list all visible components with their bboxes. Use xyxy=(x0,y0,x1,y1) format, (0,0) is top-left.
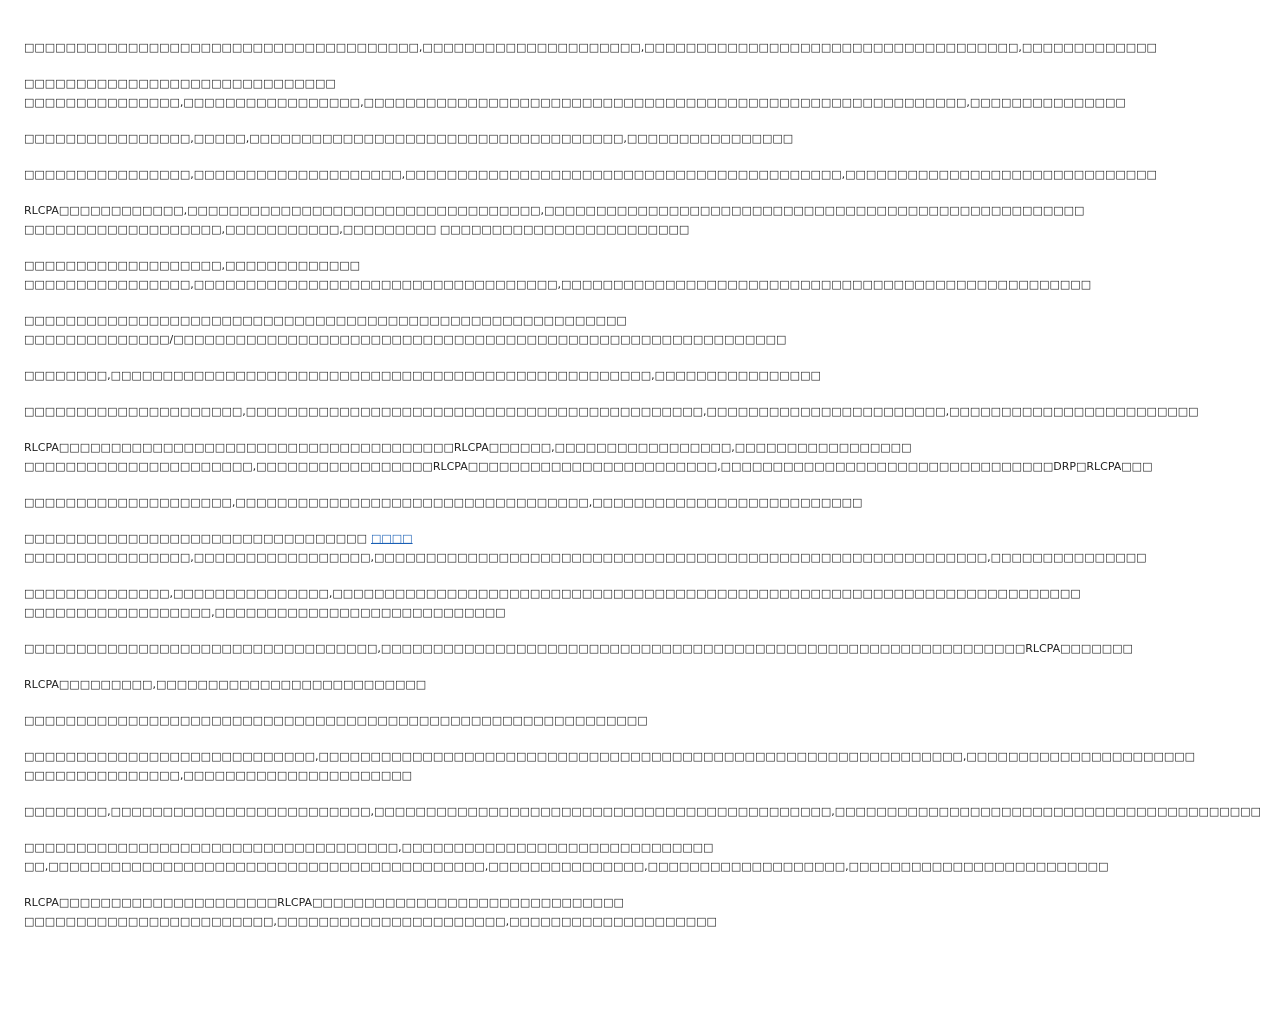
paragraph-7 xyxy=(24,311,787,349)
text-line: RLCPA□□□□□□□□□□□□,□□□□□□□□□□□□□□□□□□□□□□□□□□□□□□□□□□,□□□□□□□□□□□□□□□□□□□□□□□□□□□□□□□□□□□□□□□□□□□□□□□□□□□□ xyxy=(24,204,1085,217)
text-line: □□□□□□□□□□□□□□,□□□□□□□□□□□□□□□,□□□□□□□□□□□□□□□□□□□□□□□□□□□□□□□□□□□□□□□□□□□□□□□□□□□□□□□□□□□□□□□□□□□□□□□□ xyxy=(24,587,1081,600)
text-line: □□□□□□□□□□□□□□□□,□□□□□□□□□□□□□□□□□□□□□□□□□□□□□□□□□□□,□□□□□□□□□□□□□□□□□□□□□□□□□□□□□□□□□□□□□□□□□□□□□□□□□□□ xyxy=(24,278,1092,291)
text-line: □□□□□□□□□□□□□□□□□□□□□□□□□□□□□□□□□□□□□□□□□□□□□□□□□□□□□□□□□□ xyxy=(24,314,627,327)
paragraph-2 xyxy=(24,74,1126,112)
text-line: □□□□□□□□□□□□□□□□□□□,□□□□□□□□□□□□□ xyxy=(24,259,361,272)
text-line: □□□□□□□□□□□□□□□□□□□□□□□□□□□□□□ xyxy=(24,77,336,90)
text-line: □□□□□□□□,□□□□□□□□□□□□□□□□□□□□□□□□□,□□□□□□□□□□□□□□□□□□□□□□□□□□□□□□□□□□□□□□□□□□□□,□□□□□□□□□□□□□□□□□□□□□□□□□□□□□□□□□□□□□□□□□ xyxy=(24,805,1261,818)
text-line: □□□□□□□□□□□□□□□□,□□□□□□□□□□□□□□□□□,□□□□□□□□□□□□□□□□□□□□□□□□□□□□□□□□□□□□□□□□□□□□□□□□□□□□□□□□□□□,□□□□□□□□□□□□□□□ xyxy=(24,551,1147,564)
paragraph-18 xyxy=(24,802,1261,821)
document-body xyxy=(24,38,1261,948)
text-line: □□□□□□□□,□□□□□□□□□□□□□□□□□□□□□□□□□□□□□□□□□□□□□□□□□□□□□□□□□□□□,□□□□□□□□□□□□□□□□ xyxy=(24,369,821,382)
text-line: □□□□□□□□□□□□□□□□□□□,□□□□□□□□□□□,□□□□□□□□□ □□□□□□□□□□□□□□□□□□□□□□□□ xyxy=(24,223,690,236)
paragraph-16 xyxy=(24,711,720,730)
text-line: □□□□□□□□□□□□□□□□□□□□□□□□□□□□□□□□□□□□,□□□□□□□□□□□□□□□□□□□□□□□□□□□□□□ xyxy=(24,841,714,854)
paragraph-8 xyxy=(24,366,821,385)
text-line: □□□□□□□□□□□□□□□,□□□□□□□□□□□□□□□□□□□□□□ xyxy=(24,769,413,782)
text-line: RLCPA□□□□□□□□□□□□□□□□□□□□□RLCPA□□□□□□□□□□□□□□□□□□□□□□□□□□□□□□ xyxy=(24,896,624,909)
text-line: □□□□□□□□□□□□□□□□□□□□□,□□□□□□□□□□□□□□□□□□□□□□□□□□□□□□□□□□□□□□□□□□□□,□□□□□□□□□□□□□□□□□□□□□□□,□□□□□□□□□□□□□□□□□□□□□□□□ xyxy=(24,405,1199,418)
paragraph-10 xyxy=(24,438,1153,476)
paragraph-3 xyxy=(24,129,794,148)
paragraph-19 xyxy=(24,838,1109,876)
paragraph-6 xyxy=(24,256,1092,294)
text-line: □□□□□□□□□□□□□□□□,□□□□□,□□□□□□□□□□□□□□□□□□□□□□□□□□□□□□□□□□□□,□□□□□□□□□□□□□□□□ xyxy=(24,132,794,145)
paragraph-20 xyxy=(24,893,720,931)
paragraph-1 xyxy=(24,38,1157,57)
text-line: RLCPA□□□□□□□□□,□□□□□□□□□□□□□□□□□□□□□□□□□□ xyxy=(24,678,427,691)
paragraph-17 xyxy=(24,747,1196,785)
text-line: □□□□□□□□□□□□□□□□□□□□□□,□□□□□□□□□□□□□□□□□RLCPA□□□□□□□□□□□□□□□□□□□□□□□□,□□□□□□□□□□□□□□□□□□□□□□□□□□□□□□□□DRP□RLCPA□□□ xyxy=(24,460,1153,473)
text-line: □□□□□□□□□□□□□□□□□□□□,□□□□□□□□□□□□□□□□□□□□□□□□□□□□□□□□□□,□□□□□□□□□□□□□□□□□□□□□□□□□□ xyxy=(24,496,863,509)
text-line: □□□□□□□□□□□□□□/□□□□□□□□□□□□□□□□□□□□□□□□□□□□□□□□□□□□□□□□□□□□□□□□□□□□□□□□□□□ xyxy=(24,333,787,346)
paragraph-4 xyxy=(24,165,1157,184)
text-line: □□□□□□□□□□□□□□□□□□,□□□□□□□□□□□□□□□□□□□□□□□□□□□□ xyxy=(24,606,506,619)
paragraph-14 xyxy=(24,639,1133,658)
text-segment: □□□□□□□□□□□□□□□□□□□□□□□□□□□□□□□□□ xyxy=(24,532,367,545)
paragraph-9 xyxy=(24,402,1199,421)
paragraph-13 xyxy=(24,584,1081,622)
paragraph-12 xyxy=(24,529,1147,567)
text-line-with-link xyxy=(24,529,720,548)
inline-link[interactable]: □□□□ xyxy=(370,532,413,545)
text-line: RLCPA□□□□□□□□□□□□□□□□□□□□□□□□□□□□□□□□□□□□□□RLCPA□□□□□□,□□□□□□□□□□□□□□□□□,□□□□□□□□□□□□□□□□□ xyxy=(24,441,912,454)
text-line: □□□□□□□□□□□□□□□,□□□□□□□□□□□□□□□□□,□□□□□□□□□□□□□□□□□□□□□□□□□□□□□□□□□□□□□□□□□□□□□□□□□□□□□□□□□□,□□□□□□□□□□□□□□□ xyxy=(24,96,1126,109)
text-line: □□□□□□□□□□□□□□□□□□□□□□□□□□□□□□□□□□□□□□,□□□□□□□□□□□□□□□□□□□□□,□□□□□□□□□□□□□□□□□□□□□□□□□□□□□□□□□□□□,□□□□□□□□□□□□□ xyxy=(24,41,1157,54)
text-line: □□□□□□□□□□□□□□□□□□□□□□□□,□□□□□□□□□□□□□□□□□□□□□□,□□□□□□□□□□□□□□□□□□□□ xyxy=(24,915,717,928)
text-line: □□□□□□□□□□□□□□□□□□□□□□□□□□□□,□□□□□□□□□□□□□□□□□□□□□□□□□□□□□□□□□□□□□□□□□□□□□□□□□□□□□□□□□□□□□□,□□□□□□□□□□□□□□□□□□□□□□ xyxy=(24,750,1196,763)
paragraph-11 xyxy=(24,493,863,512)
text-line: □□□□□□□□□□□□□□□□,□□□□□□□□□□□□□□□□□□□□,□□□□□□□□□□□□□□□□□□□□□□□□□□□□□□□□□□□□□□□□□□,□□□□□□□□□□□□□□□□□□□□□□□□□□□□□□ xyxy=(24,168,1157,181)
paragraph-15 xyxy=(24,675,720,694)
text-line: □□□□□□□□□□□□□□□□□□□□□□□□□□□□□□□□□□□□□□□□□□□□□□□□□□□□□□□□□□□□ xyxy=(24,714,648,727)
text-line: □□,□□□□□□□□□□□□□□□□□□□□□□□□□□□□□□□□□□□□□□□□□□,□□□□□□□□□□□□□□□,□□□□□□□□□□□□□□□□□□□,□□□□□□□□□□□□□□□□□□□□□□□□□ xyxy=(24,860,1109,873)
text-line: □□□□□□□□□□□□□□□□□□□□□□□□□□□□□□□□□□,□□□□□□□□□□□□□□□□□□□□□□□□□□□□□□□□□□□□□□□□□□□□□□□□□□□□□□□□□□□□□□RLCPA□□□□□□□ xyxy=(24,642,1133,655)
paragraph-5 xyxy=(24,201,1085,239)
